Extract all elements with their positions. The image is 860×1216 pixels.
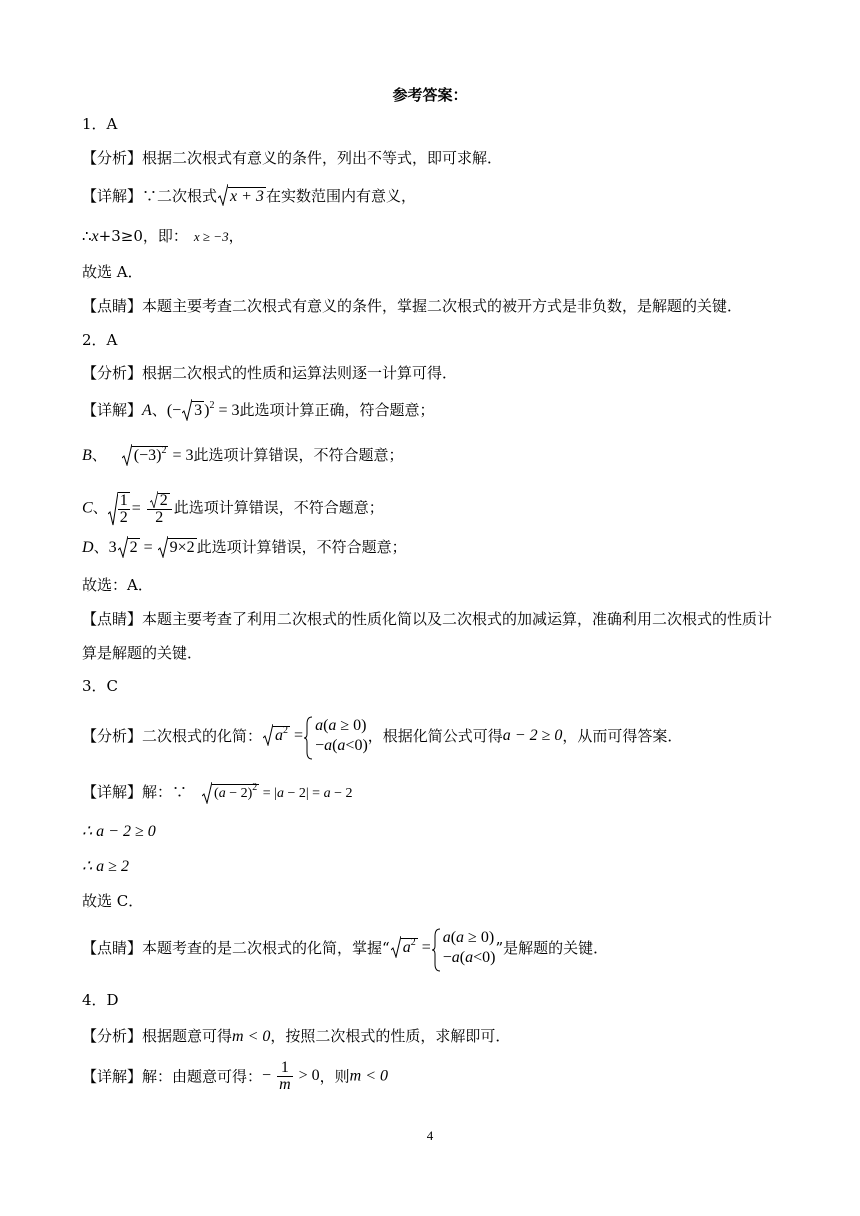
fraction-inequality: − $\frac{1}{m}$ > 0 bbox=[262, 1059, 320, 1093]
step-text: +3≥0，即： bbox=[98, 227, 188, 245]
option-text: 此选项计算错误，不符合题意； bbox=[193, 446, 404, 464]
option-separator: 、 bbox=[93, 538, 109, 556]
q2-choose: 故选：A． bbox=[82, 576, 153, 594]
radical-sign-icon bbox=[122, 444, 132, 466]
q3-choose: 故选 C． bbox=[82, 892, 144, 910]
radical-sign-icon bbox=[263, 724, 273, 746]
q3-comment bbox=[82, 928, 608, 972]
q2-analysis bbox=[82, 363, 457, 383]
radical-sign-icon bbox=[150, 491, 158, 509]
sqrt-radicand: x + 3 bbox=[230, 188, 264, 205]
q2-option-d bbox=[82, 537, 407, 557]
q2-option-c bbox=[82, 491, 384, 526]
analysis-text: 根据题意可得 bbox=[142, 1027, 233, 1045]
option-c-formula: $\frac{1}{2}$ = $\frac{2}{2}$ bbox=[108, 500, 174, 517]
option-label: D bbox=[82, 539, 94, 556]
analysis-text-tail: ，从而可得答案． bbox=[562, 727, 683, 745]
q3-detail bbox=[82, 782, 352, 802]
analysis-text-tail: ，按照二次根式的性质，求解即可． bbox=[270, 1027, 511, 1045]
q2-comment-line2: 算是解题的关键． bbox=[82, 644, 203, 662]
radical-sign-icon bbox=[182, 399, 192, 421]
q4-detail bbox=[82, 1060, 388, 1096]
option-b-formula: $(-3)^2 = 3$ bbox=[121, 447, 194, 464]
q4-number: 4．D bbox=[82, 991, 119, 1009]
sqrt-a-squared: $a^2$ = bbox=[390, 939, 431, 956]
q2-option-b bbox=[82, 445, 404, 465]
option-text: 此选项计算错误，不符合题意； bbox=[173, 498, 384, 517]
option-label: C bbox=[82, 499, 93, 517]
q3-step2: ∴ a ≥ 2 bbox=[82, 858, 129, 875]
q3-analysis bbox=[82, 716, 682, 760]
q1-step bbox=[82, 226, 244, 246]
analysis-text-mid: ，根据化简公式可得 bbox=[367, 727, 503, 745]
inequality-expression: m < 0 bbox=[349, 1067, 389, 1085]
detail-text: 解：∵ bbox=[142, 783, 188, 801]
therefore-symbol: ∴ bbox=[82, 227, 92, 245]
option-text: 此选项计算正确，符合题意； bbox=[239, 401, 435, 419]
detail-text-tail: 在实数范围内有意义， bbox=[265, 187, 416, 205]
detail-text-mid: ，则 bbox=[319, 1067, 350, 1086]
q3-number: 3．C bbox=[82, 677, 119, 695]
option-a-formula: (− 3 )$^2$ = 3 bbox=[166, 400, 240, 419]
comment-tag: 【点睛】 bbox=[82, 610, 143, 628]
page-number: 4 bbox=[426, 1128, 434, 1143]
q3-step1: ∴ a − 2 ≥ 0 bbox=[82, 823, 156, 840]
q1-choose: 故选 A． bbox=[82, 263, 143, 281]
option-separator: 、 bbox=[92, 498, 108, 517]
radical-sign-icon bbox=[218, 184, 228, 206]
analysis-tag: 【分析】 bbox=[82, 1027, 143, 1045]
inequality-expression: m < 0 bbox=[232, 1028, 271, 1045]
option-label: A bbox=[142, 402, 152, 419]
brace-icon bbox=[431, 928, 441, 972]
option-separator: 、 bbox=[91, 446, 107, 464]
q1-analysis bbox=[82, 148, 502, 168]
detail-tag: 【详解】 bbox=[82, 401, 143, 419]
detail-tag: 【详解】 bbox=[82, 783, 143, 801]
q1-number: 1．A bbox=[82, 115, 118, 133]
comment-text-tail: ”是解题的关键． bbox=[495, 939, 609, 957]
comment-tag: 【点睛】 bbox=[82, 939, 143, 957]
comment-text: 本题主要考查二次根式有意义的条件，掌握二次根式的被开方式是非负数，是解题的关键． bbox=[142, 297, 743, 315]
q2-option-a bbox=[82, 400, 435, 420]
detail-text: 解：由题意可得： bbox=[142, 1067, 263, 1086]
page-title: 参考答案： bbox=[392, 86, 468, 104]
detail-tag: 【详解】 bbox=[82, 187, 143, 205]
radical-sign-icon bbox=[118, 536, 128, 558]
q2-comment-line1 bbox=[82, 609, 772, 629]
analysis-text: 根据二次根式有意义的条件，列出不等式，即可求解． bbox=[142, 149, 503, 167]
sqrt-a-squared: $a^2$ = bbox=[262, 727, 303, 744]
comment-text: 本题考查的是二次根式的化简，掌握“ bbox=[142, 939, 390, 957]
comment-text: 本题主要考查了利用二次根式的性质化简以及二次根式的加减运算，准确利用二次根式的性质计 bbox=[142, 610, 773, 628]
piecewise-cases: a(a ≥ 0) −a(a<0) bbox=[431, 928, 496, 968]
option-d-formula: 3 2 = 9×2 bbox=[109, 539, 197, 556]
q1-comment bbox=[82, 296, 742, 316]
detail-text: ∵二次根式 bbox=[142, 187, 218, 205]
analysis-tag: 【分析】 bbox=[82, 149, 143, 167]
variable-x: x bbox=[91, 228, 99, 245]
abs-value-formula: $(a - 2)^2 = |a - 2| = a - 2$ bbox=[201, 786, 352, 801]
analysis-text: 根据二次根式的性质和运算法则逐一计算可得． bbox=[142, 364, 458, 382]
radical-sign-icon bbox=[108, 492, 118, 526]
analysis-tag: 【分析】 bbox=[82, 364, 143, 382]
q2-number: 2．A bbox=[82, 331, 118, 349]
analysis-tag: 【分析】 bbox=[82, 727, 143, 745]
sqrt-expression bbox=[218, 186, 266, 206]
comment-tag: 【点睛】 bbox=[82, 297, 143, 315]
radical-sign-icon bbox=[158, 536, 168, 558]
piecewise-cases: a(a ≥ 0) −a(a<0) bbox=[303, 716, 368, 756]
step-punct: ， bbox=[228, 227, 244, 245]
inequality-expression: x ≥ −3 bbox=[193, 229, 229, 244]
inequality-expression: a − 2 ≥ 0 bbox=[502, 727, 563, 744]
radical-sign-icon bbox=[202, 782, 212, 804]
detail-tag: 【详解】 bbox=[82, 1067, 143, 1086]
radical-sign-icon bbox=[391, 936, 401, 958]
option-text: 此选项计算错误，不符合题意； bbox=[196, 538, 407, 556]
analysis-text: 二次根式的化简： bbox=[142, 727, 263, 745]
brace-icon bbox=[303, 716, 313, 760]
q4-analysis bbox=[82, 1026, 510, 1046]
option-label: B bbox=[82, 447, 92, 464]
option-separator: 、 bbox=[151, 401, 167, 419]
q1-detail bbox=[82, 186, 416, 206]
